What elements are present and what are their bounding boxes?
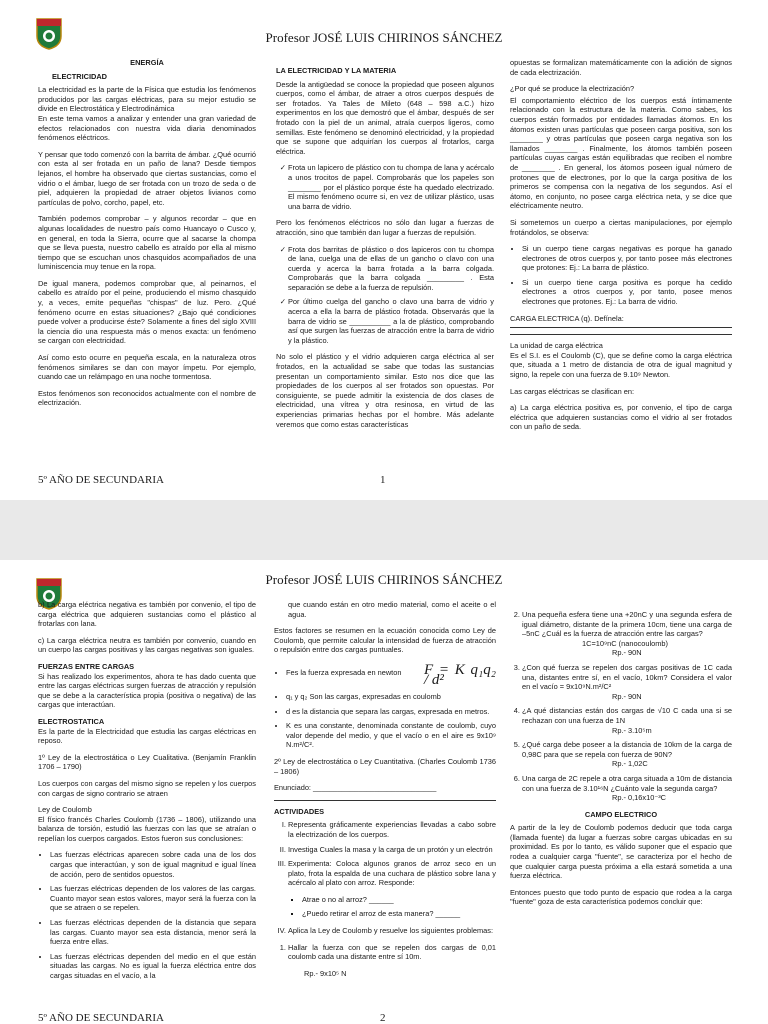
list-item: • Si un cuerpo tiene carga positiva es porque ha cedido electrones a otros cuerpos y, por tanto, posee menos electrones que protones. Ej.: La barra de vidrio.	[522, 278, 732, 307]
paragraph: a) La carga eléctrica positiva es, por convenio, el tipo de carga eléctrica que adquieren sustancias como el vidrio al ser frotados con un paño de seda.	[510, 403, 732, 432]
paragraph: Es el S.I. es el Coulomb (C), que se define como la carga eléctrica que, situada a 1 metro de distancia de otra de igual magnitud y signo, la repele con una fuerza de 9.10⁹ Newton.	[510, 350, 732, 380]
section-title: LA ELECTRICIDAD Y LA MATERIA	[276, 66, 397, 75]
answer-line	[510, 327, 732, 328]
list-item: • q₁ y q₂ Son las cargas, expresadas en coulomb	[286, 692, 496, 702]
list-item: • Las fuerzas eléctricas dependen del medio en el que están situadas las cargas. No es igual la fuerza eléctrica entre dos cargas situadas en el vacío, a la	[50, 952, 256, 981]
column-3	[510, 608, 732, 1020]
coulomb-formula: F = K q₁q₂ / d²	[424, 661, 496, 688]
subheading: La unidad de carga eléctrica	[510, 341, 603, 351]
paragraph: Desde la antigüedad se conoce la propiedad que poseen algunos cuerpos, como el ámbar, de atraer a otros cuerpos después de ser frotados. Ya Tales de Mileto (648 – 598 a.C.) hizo experimentos en los que demostró que el ámbar, después de ser frotado con la piel de un animal, atraía cuerpos ligeros, como semillas. Este fenómeno se denominó electricidad, y la propiedad que se supone que adquirían los cuerpos al frotarlos, carga eléctrica.	[276, 79, 494, 156]
section-title: FUERZAS ENTRE CARGAS	[38, 661, 135, 671]
enunciado-field: Enunciado: ______________________________	[274, 783, 437, 793]
section-title: ACTIVIDADES	[274, 806, 325, 816]
problem-item: 1. Hallar la fuerza con que se repelen dos cargas de 0,01 coulomb cada una distante entre sí 10m.	[288, 943, 496, 962]
page-footer: 5º AÑO DE SECUNDARIA	[38, 1012, 164, 1024]
problem-item: 3. ¿Con qué fuerza se repelen dos cargas positivas de 1C cada una, distantes entre sí, en el vacío, 10km? Considera el valor en el vacío = 9x10⁹N.m²/C² Rp.- 90N	[522, 663, 732, 701]
paragraph: De igual manera, podemos comprobar que, al peinarnos, el cabello es atraído por el peine, produciendo el mismo chasquido y, a veces, emite pequeñas "chispas" de luz. Pero. ¿Qué fenómeno ocurre en estas situaciones? ¿Bajo qué condiciones puede volver a producirse éste? Solamente a fines del siglo XVIII la ciencia dio una respuesta más o menos exacta: un fenómeno se cargan con electricidad.	[38, 278, 256, 346]
problem-item: 6. Una carga de 2C repele a otra carga situada a 10m de distancia con una fuerza de 3.10¹⁶N ¿Cuánto vale la segunda carga? Rp.- 0,16x10⁻³C	[522, 774, 732, 803]
paragraph: 2º Ley de electrostática o Ley Cuantitativa. (Charles Coulomb 1736 – 1806)	[274, 756, 496, 776]
column-3	[510, 58, 732, 439]
column-2	[276, 66, 494, 436]
subheading: Ley de Coulomb	[38, 805, 92, 815]
list-item: • Las fuerzas eléctricas aparecen sobre cada una de los dos cargas que interactúan, y son de igual magnitud e igual línea de acción, pero de sentidos opuestos.	[50, 850, 256, 879]
page-number: 2	[380, 1012, 386, 1024]
column-2	[274, 600, 496, 1020]
list-item: ▪ ¿Puedo retirar el arroz de esta manera? ______	[302, 909, 496, 919]
paragraph: El comportamiento eléctrico de los cuerpos está íntimamente relacionado con la estructura de la materia. Como sabes, los cuerpos están formados por entidades llamadas átomos. En los átomos existen unas partículas que poseen carga positiva, son los ________ y otras partículas que poseen carga negativa son los llamados ________ . Finalmente, los átomos también poseen partículas cuyas cargas están equilibradas que reciben el nombre de ________ . En general, los átomos poseen igual número de protones que de electrones, por lo que la carga positiva de los primeros se compensa con la negativa de los segundos. Así el átomo, en conjunto, no posee carga eléctrica neta, y se dice que eléctricamente neutro.	[510, 95, 732, 211]
paragraph: Si sometemos un cuerpo a ciertas manipulaciones, por ejemplo frotándolos, se observa:	[510, 217, 732, 237]
answer-line	[510, 334, 732, 335]
document-page-2	[0, 560, 768, 1024]
paragraph: La electricidad es la parte de la Física que estudia los fenómenos producidos por las cargas eléctricas, para su mejor estudio se divide en Electrostática y Electrodinámica	[38, 85, 256, 114]
paragraph: Pero los fenómenos eléctricos no sólo dan lugar a fuerzas de atracción, sino que también dan lugar a fuerzas de repulsión.	[276, 218, 494, 237]
definition-prompt: CARGA ELECTRICA (q). Defínela:	[510, 313, 624, 323]
section-title: ELECTROSTATICA	[38, 716, 105, 726]
paragraph: Así como esto ocurre en pequeña escala, en la naturaleza otros fenómenos similares se dan con mayor ímpetu. Por ejemplo, cuando cae un relámpago en una noche tormentosa.	[38, 353, 256, 382]
paragraph: Estos fenómenos son reconocidos actualmente con el nombre de electrización.	[38, 388, 256, 408]
paragraph: No solo el plástico y el vidrio adquieren carga eléctrica al ser frotados, en la actualidad se sabe que todas las sustancias presentan un comportamiento similar. Esto nos dice que las propiedades de los cuerpos al ser frotados son opuestas. Por consiguiente, se puede admitir la existencia de dos clases de electricidad, una vítrea y otra resinosa, en virtud de las experiencias primarias hechas por el hombre. Más adelante veremos que como estas características	[276, 352, 494, 429]
paragraph: que cuando están en otro medio material, como el aceite o el agua.	[288, 600, 496, 619]
list-item: IV. Aplica la Ley de Coulomb y resuelve los siguientes problemas:	[288, 926, 496, 936]
paragraph: El físico francés Charles Coulomb (1736 – 1806), utilizando una balanza de torsión, estudió las fuerzas con las que se atraían o repelían los cuerpos cargados. Estos fueron sus conclusiones:	[38, 814, 256, 843]
paragraph: Las cargas eléctricas se clasifican en:	[510, 386, 635, 396]
paragraph: 1º Ley de la electrostática o Ley Cualitativa. (Benjamín Franklin 1706 – 1790)	[38, 752, 256, 772]
page-header: Profesor JOSÉ LUIS CHIRINOS SÁNCHEZ	[265, 30, 503, 45]
list-item: ✓ Frota un lapicero de plástico con tu chompa de lana y acércalo a unos trocitos de papel. Comprobarás que los papeles son ________ por el plástico porque éste ha quedado electrizado. El mismo fenómeno ocurre si, en vez de utilizar plástico, usas una barra de vidrio.	[288, 163, 494, 211]
column-1	[38, 58, 256, 415]
paragraph: También podemos comprobar – y algunos recordar – que en algunas localidades de nuestro país como Huancayo o Cusco y, en general, en toda la Sierra, ocurre que al sacarse la chompa que se lleva puesta, nuestro cabello es atraído por ella al mismo tiempo que se escuchan unos chasquidos acompañados de una luminiscencia muy tenue en la ropa.	[38, 214, 256, 272]
paragraph: Entonces puesto que todo punto de espacio que rodea a la carga "fuente" goza de esta característica podemos concluir que:	[510, 887, 732, 907]
list-item: ✓ Frota dos barritas de plástico o dos lapiceros con tu chompa de lana, cuelga una de ellas de un gancho o clavo con una cuerda y acerca la barra frotada a la barra colgada. Comprobarás que la barra colgada _________ . Esta separación se debe a la fuerza de repulsión.	[288, 245, 494, 293]
list-item: • Las fuerzas eléctricas dependen de los valores de las cargas. Cuanto mayor sean estos valores, mayor será la fuerza con la que se atraen o se repelen.	[50, 884, 256, 913]
list-item: ✓ Por último cuelga del gancho o clavo una barra de vidrio y acerca a ella la barra de plástico frotada. Observarás que la barra de vidrio se __________ a la de plástico, comprobando así que surgen las fuerzas de atracción entre la barra de vidrio y la plástico.	[288, 297, 494, 345]
paragraph: opuestas se formalizan matemáticamente con la adición de signos de cada electrización.	[510, 58, 732, 77]
list-item: • K es una constante, denominada constante de coulomb, cuyo valor depende del medio, y que el vacío o en el aire es 9x10⁹ N.m²/C².	[286, 721, 496, 750]
paragraph: En este tema vamos a analizar y entender una gran variedad de efectos relacionados con nuestra vida diaria denominados fenómenos eléctricos.	[38, 113, 256, 143]
page-number: 1	[380, 474, 386, 486]
paragraph: Si has realizado los experimentos, ahora te has dado cuenta que entre las cargas eléctricas surgen fuerzas de atracción y repulsión que se debe a la característica propia (positiva o negativa) de las cargas que interactúan.	[38, 671, 256, 710]
list-item: III. Experimenta: Coloca algunos granos de arroz seco en un plato, frota la espalda de una cuchara de plástico sobre lana y acércalo al plato con arroz. Responde:	[288, 859, 496, 888]
paragraph: A partir de la ley de Coulomb podemos deducir que toda carga (llamada fuente) da lugar a fuerzas sobre cargas ubicadas en su proximidad. Es por lo tanto, es válido suponer que el espacio que rodea a cualquier carga "fuente", se caracteriza por el hecho de que cualquier carga puesta próxima a ella estará sometida a una fuerza eléctrica.	[510, 823, 732, 881]
problem-item: 5. ¿Qué carga debe poseer a la distancia de 10km de la carga de 0,98C para que se repela con fuerza de 90N? Rp.- 1,02C	[522, 740, 732, 769]
paragraph: Los cuerpos con cargas del mismo signo se repelen y los cuerpos con cargas de signo contrario se atraen	[38, 778, 256, 798]
list-item: II. Investiga Cuales la masa y la carga de un protón y un electrón	[288, 845, 496, 855]
paragraph: b) La carga eléctrica negativa es también por convenio, el tipo de carga eléctrica que adquieren sustancias como el plástico al frotarlas con lana.	[38, 600, 256, 629]
answer-line	[274, 800, 496, 801]
column-1	[38, 600, 256, 1020]
section-title: CAMPO ELECTRICO	[584, 809, 658, 819]
page-header: Profesor JOSÉ LUIS CHIRINOS SÁNCHEZ	[265, 572, 503, 587]
list-item: • Si un cuerpo tiene cargas negativas es porque ha ganado electrones de otros cuerpos y, por tanto posee más electrones que protones: Ej.: La barra de plástico.	[522, 244, 732, 273]
paragraph: Y pensar que todo comenzó con la barrita de ámbar. ¿Qué ocurrió con esta al ser frotada en un paño de lana? Desde tiempos lejanos, el hombre ha observado que ciertas sustancias, como el vidrio o el ámbar, luego de ser frotada con un trozo de seda o de piel, adquieren la propiedad de atraer objetos livianos como partículas de polvo, corcho, papel, etc.	[38, 149, 256, 207]
list-item: • Fes la fuerza expresada en newton	[286, 668, 401, 678]
question: ¿Por qué se produce la electrización?	[510, 84, 635, 94]
section-title: ENERGÍA	[130, 58, 164, 67]
list-item: • Las fuerzas eléctricas dependen de la distancia que separa las cargas. Cuanto mayor sea esta distancia, menor será la fuerza entre ellas.	[50, 918, 256, 947]
list-item: • d es la distancia que separa las cargas, expresada en metros.	[286, 707, 496, 717]
paragraph: Es la parte de la Electricidad que estudia las cargas eléctricas en reposo.	[38, 726, 256, 746]
page-footer: 5º AÑO DE SECUNDARIA	[38, 474, 164, 486]
section-subtitle: ELECTRICIDAD	[52, 71, 108, 81]
answer: Rp.- 9x10⁵ N	[304, 968, 347, 978]
list-item: I. Representa gráficamente experiencias llevadas a cabo sobre la electrización de los cuerpos.	[288, 820, 496, 839]
document-page-1	[0, 0, 768, 500]
problem-item: 4. ¿A qué distancias están dos cargas de √10 C cada una si se rechazan con una fuerza de 1N Rp.- 3.10⁵m	[522, 706, 732, 735]
problem-item: 2. Una pequeña esfera tiene una +20nC y una segunda esfera de igual diámetro, distante de la primera 10cm, tiene una carga de –5nC ¿Cuál es la fuerza de atracción entre las cargas? 1C=10⁹nC (nanocoulomb) Rp.- 90N	[522, 610, 732, 658]
list-item: ▪ Atrae o no al arroz? ______	[302, 895, 496, 905]
paragraph: c) La carga eléctrica neutra es también por convenio, cuando en un cuerpo las cargas positivas y las cargas negativas son iguales.	[38, 635, 256, 655]
paragraph: Estos factores se resumen en la ecuación conocida como Ley de Coulomb, que permite calcular la intensidad de fuerza de atracción o repulsión entre dos cargas puntuales.	[274, 626, 496, 655]
